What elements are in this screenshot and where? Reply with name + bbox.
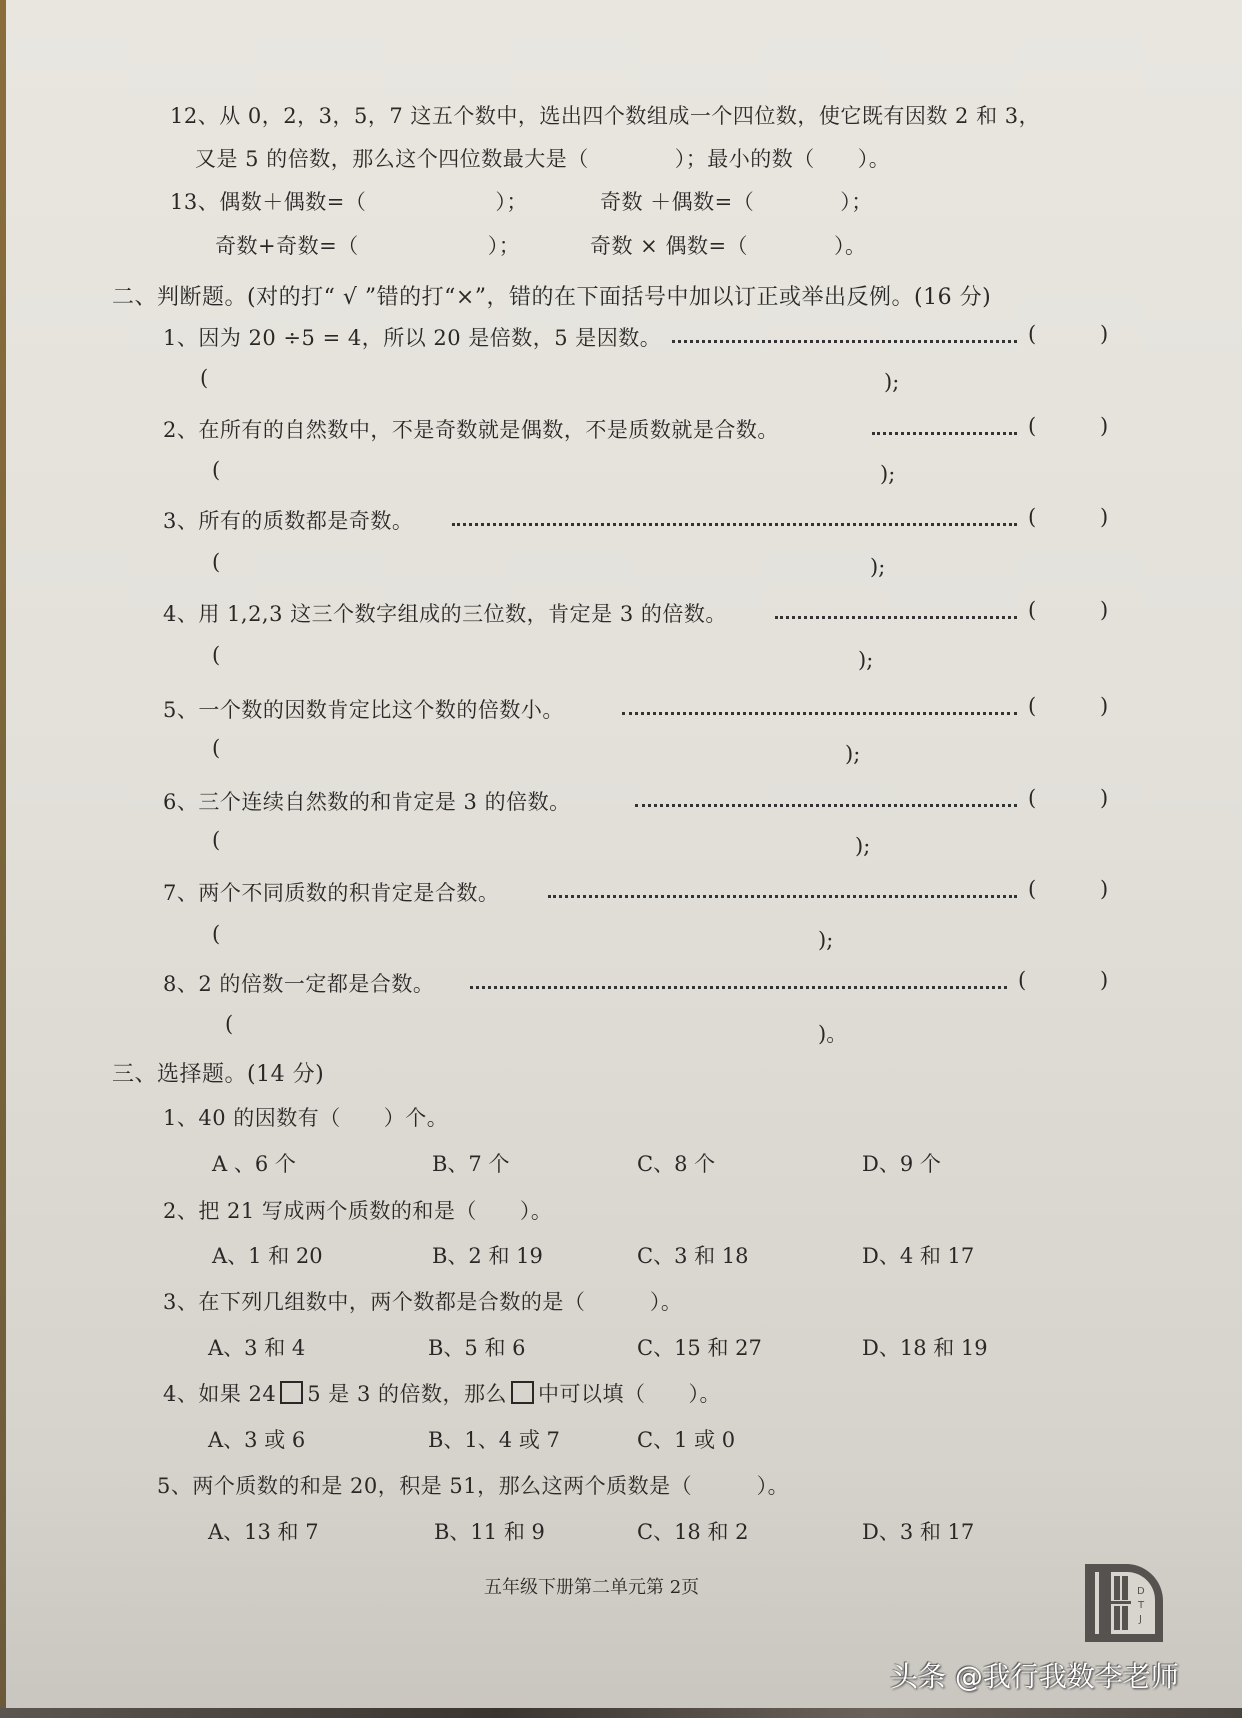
answer-paren-close: ) — [1100, 505, 1109, 529]
q12-line1: 12、从 0，2，3，5，7 这五个数中，选出四个数组成一个四位数，使它既有因数 2 和 3， — [170, 104, 1041, 128]
answer-paren-close: ) — [1100, 694, 1109, 718]
logo-letters: D — [1137, 1586, 1145, 1597]
choice-question-text: 2、把 21 写成两个质数的和是（ ）。 — [163, 1199, 553, 1223]
answer-paren-open[interactable]: ( — [1028, 414, 1037, 438]
correction-paren-open[interactable]: ( — [212, 458, 221, 482]
table-surface — [0, 1708, 1242, 1718]
correction-paren-close: ); — [870, 555, 886, 579]
question-text-part-b: 5 是 3 的倍数，那么 — [307, 1382, 508, 1406]
option-d[interactable]: D、18 和 19 — [862, 1336, 988, 1360]
option-a[interactable]: A、3 或 6 — [208, 1428, 306, 1452]
leader-dots — [548, 895, 1017, 898]
correction-paren-close: ); — [845, 742, 861, 766]
answer-paren-close: ) — [1100, 786, 1109, 810]
choice-question-text: 1、40 的因数有（ ）个。 — [163, 1106, 449, 1130]
svg-text:T: T — [1138, 1600, 1145, 1611]
answer-paren-open[interactable]: ( — [1018, 968, 1027, 992]
q13-odd-plus-even: 奇数 ＋偶数=（ ）； — [600, 190, 873, 214]
q13-even-plus-even: 13、偶数＋偶数=（ ）； — [170, 190, 528, 214]
option-c[interactable]: C、15 和 27 — [637, 1336, 762, 1360]
q13-odd-times-even: 奇数 × 偶数=（ ）。 — [590, 234, 867, 258]
judgment-question: 4、用 1,2,3 这三个数字组成的三位数，肯定是 3 的倍数。 — [163, 602, 727, 626]
leader-dots — [872, 432, 1017, 435]
answer-paren-open[interactable]: ( — [1028, 598, 1037, 622]
judgment-question: 8、2 的倍数一定都是合数。 — [163, 972, 435, 996]
correction-paren-open[interactable]: ( — [212, 828, 221, 852]
option-c[interactable]: C、3 和 18 — [637, 1244, 749, 1268]
leader-dots — [470, 986, 1007, 989]
answer-paren-close: ) — [1100, 877, 1109, 901]
leader-dots — [672, 340, 1017, 343]
option-b[interactable]: B、5 和 6 — [428, 1336, 526, 1360]
question-text-part-a: 4、如果 24 — [163, 1382, 277, 1406]
q12-line2: 又是 5 的倍数，那么这个四位数最大是（ ）；最小的数（ ）。 — [195, 147, 891, 171]
judgment-question: 6、三个连续自然数的和肯定是 3 的倍数。 — [163, 790, 571, 814]
answer-paren-close: ) — [1100, 968, 1109, 992]
answer-paren-open[interactable]: ( — [1028, 877, 1037, 901]
question-text-part-c: 中可以填（ ）。 — [538, 1382, 722, 1406]
answer-paren-open[interactable]: ( — [1028, 786, 1037, 810]
correction-paren-open[interactable]: ( — [212, 550, 221, 574]
section3-heading: 三、选择题。(14 分) — [112, 1062, 325, 1087]
publisher-logo-icon — [1083, 1562, 1165, 1644]
judgment-question: 2、在所有的自然数中，不是奇数就是偶数，不是质数就是合数。 — [163, 418, 779, 442]
option-d[interactable]: D、3 和 17 — [862, 1520, 975, 1544]
option-b[interactable]: B、11 和 9 — [434, 1520, 545, 1544]
choice-question-text: 3、在下列几组数中，两个数都是合数的是（ ）。 — [163, 1290, 683, 1314]
option-c[interactable]: C、8 个 — [637, 1152, 716, 1176]
section2-heading: 二、判断题。(对的打“ √ ”错的打“×”，错的在下面括号中加以订正或举出反例。(16 分) — [112, 285, 992, 310]
correction-paren-open[interactable]: ( — [212, 736, 221, 760]
correction-paren-close: ); — [858, 648, 874, 672]
judgment-question: 3、所有的质数都是奇数。 — [163, 509, 414, 533]
answer-paren-open[interactable]: ( — [1028, 322, 1037, 346]
correction-paren-open[interactable]: ( — [225, 1012, 234, 1036]
blank-box-icon — [280, 1381, 303, 1404]
judgment-question: 5、一个数的因数肯定比这个数的倍数小。 — [163, 698, 564, 722]
correction-paren-close: )。 — [818, 1022, 848, 1046]
option-c[interactable]: C、1 或 0 — [637, 1428, 736, 1452]
correction-paren-open[interactable]: ( — [212, 922, 221, 946]
leader-dots — [775, 616, 1017, 619]
q13-odd-plus-odd: 奇数+奇数=（ ）； — [215, 234, 521, 258]
option-a[interactable]: A 、6 个 — [212, 1152, 296, 1176]
correction-paren-close: ); — [818, 928, 834, 952]
option-d[interactable]: D、9 个 — [862, 1152, 941, 1176]
answer-paren-close: ) — [1100, 598, 1109, 622]
option-d[interactable]: D、4 和 17 — [862, 1244, 975, 1268]
option-a[interactable]: A、1 和 20 — [212, 1244, 323, 1268]
option-a[interactable]: A、13 和 7 — [208, 1520, 319, 1544]
answer-paren-close: ) — [1100, 414, 1109, 438]
correction-paren-close: ); — [880, 462, 896, 486]
leader-dots — [622, 712, 1017, 715]
judgment-question: 1、因为 20 ÷5 = 4，所以 20 是倍数，5 是因数。 — [163, 326, 662, 350]
option-a[interactable]: A、3 和 4 — [208, 1336, 306, 1360]
answer-paren-open[interactable]: ( — [1028, 694, 1037, 718]
option-b[interactable]: B、7 个 — [432, 1152, 510, 1176]
watermark-text: 头条 @我行我数李老师 — [890, 1660, 1179, 1693]
answer-paren-open[interactable]: ( — [1028, 505, 1037, 529]
correction-paren-close: ); — [884, 370, 900, 394]
correction-paren-open[interactable]: ( — [200, 366, 209, 390]
option-b[interactable]: B、1、4 或 7 — [428, 1428, 560, 1452]
paper-edge — [0, 0, 6, 1718]
choice-question-text: 5、两个质数的和是 20，积是 51，那么这两个质数是（ ）。 — [157, 1474, 790, 1498]
blank-box-icon — [511, 1381, 534, 1404]
leader-dots — [635, 804, 1017, 807]
option-b[interactable]: B、2 和 19 — [432, 1244, 543, 1268]
answer-paren-close: ) — [1100, 322, 1109, 346]
page-label: 五年级下册第二单元第 2页 — [484, 1577, 700, 1598]
choice-question-text — [163, 1378, 721, 1408]
leader-dots — [452, 523, 1017, 526]
correction-paren-open[interactable]: ( — [212, 643, 221, 667]
correction-paren-close: ); — [855, 834, 871, 858]
option-c[interactable]: C、18 和 2 — [637, 1520, 749, 1544]
judgment-question: 7、两个不同质数的积肯定是合数。 — [163, 881, 500, 905]
svg-text:J: J — [1139, 1614, 1142, 1625]
